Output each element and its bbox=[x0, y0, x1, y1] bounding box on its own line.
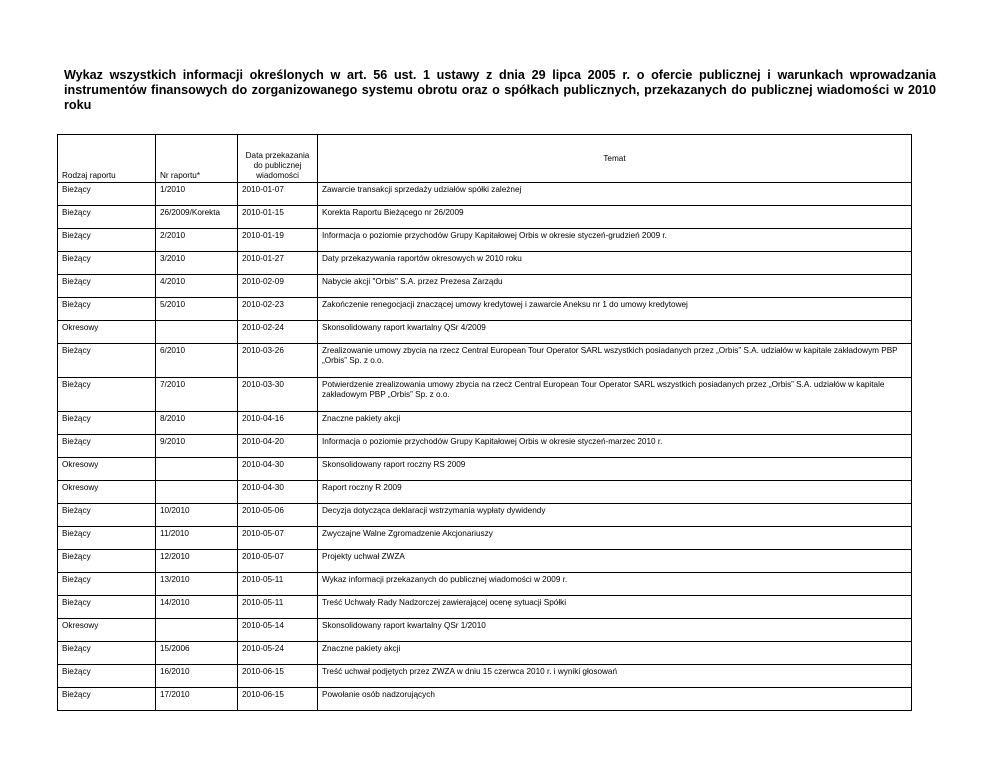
cell-report-number: 9/2010 bbox=[156, 435, 238, 458]
cell-report-type: Okresowy bbox=[58, 458, 156, 481]
cell-publication-date: 2010-01-07 bbox=[238, 183, 318, 206]
cell-report-number: 11/2010 bbox=[156, 527, 238, 550]
table-row bbox=[58, 183, 912, 206]
cell-topic: Skonsolidowany raport kwartalny QSr 4/2009 bbox=[318, 321, 912, 344]
cell-topic: Powołanie osób nadzorujących bbox=[318, 688, 912, 711]
table-row bbox=[58, 688, 912, 711]
cell-topic: Treść Uchwały Rady Nadzorczej zawierającej ocenę sytuacji Spółki bbox=[318, 596, 912, 619]
cell-publication-date: 2010-04-20 bbox=[238, 435, 318, 458]
table-row bbox=[58, 550, 912, 573]
cell-report-type: Bieżący bbox=[58, 378, 156, 412]
cell-report-type: Bieżący bbox=[58, 206, 156, 229]
table-row bbox=[58, 573, 912, 596]
cell-report-number: 14/2010 bbox=[156, 596, 238, 619]
cell-report-number: 13/2010 bbox=[156, 573, 238, 596]
table-row bbox=[58, 458, 912, 481]
table-row bbox=[58, 206, 912, 229]
cell-report-number: 10/2010 bbox=[156, 504, 238, 527]
cell-publication-date: 2010-01-15 bbox=[238, 206, 318, 229]
cell-report-number bbox=[156, 321, 238, 344]
cell-publication-date: 2010-01-27 bbox=[238, 252, 318, 275]
cell-topic: Raport roczny R 2009 bbox=[318, 481, 912, 504]
cell-topic: Zakończenie renegocjacji znaczącej umowy kredytowej i zawarcie Aneksu nr 1 do umowy kredytowej bbox=[318, 298, 912, 321]
cell-report-type: Bieżący bbox=[58, 275, 156, 298]
cell-report-number: 5/2010 bbox=[156, 298, 238, 321]
cell-publication-date: 2010-05-14 bbox=[238, 619, 318, 642]
cell-report-number: 3/2010 bbox=[156, 252, 238, 275]
cell-publication-date: 2010-03-30 bbox=[238, 378, 318, 412]
cell-topic: Treść uchwał podjętych przez ZWZA w dniu 15 czerwca 2010 r. i wyniki głosowań bbox=[318, 665, 912, 688]
table-row bbox=[58, 435, 912, 458]
cell-report-type: Bieżący bbox=[58, 344, 156, 378]
cell-report-number bbox=[156, 481, 238, 504]
cell-report-type: Bieżący bbox=[58, 229, 156, 252]
cell-topic: Projekty uchwał ZWZA bbox=[318, 550, 912, 573]
cell-publication-date: 2010-05-11 bbox=[238, 596, 318, 619]
cell-topic: Zwyczajne Walne Zgromadzenie Akcjonariuszy bbox=[318, 527, 912, 550]
cell-topic: Potwierdzenie zrealizowania umowy zbycia na rzecz Central European Tour Operator SARL wszystkich posiadanych przez „Orbis” S.A. udziałów w kapitale zakładowym PBP „Orbis” Sp. z o.o. bbox=[318, 378, 912, 412]
cell-report-type: Bieżący bbox=[58, 412, 156, 435]
table-row bbox=[58, 642, 912, 665]
table-row bbox=[58, 596, 912, 619]
cell-publication-date: 2010-05-07 bbox=[238, 527, 318, 550]
table-header-row bbox=[58, 135, 912, 183]
cell-publication-date: 2010-02-24 bbox=[238, 321, 318, 344]
cell-report-type: Bieżący bbox=[58, 435, 156, 458]
cell-report-type: Bieżący bbox=[58, 596, 156, 619]
cell-report-number: 26/2009/Korekta bbox=[156, 206, 238, 229]
table-row bbox=[58, 619, 912, 642]
cell-report-number: 4/2010 bbox=[156, 275, 238, 298]
header-topic: Temat bbox=[318, 135, 912, 183]
table-row bbox=[58, 298, 912, 321]
header-report-number: Nr raportu* bbox=[156, 135, 238, 183]
cell-topic: Wykaz informacji przekazanych do publicznej wiadomości w 2009 r. bbox=[318, 573, 912, 596]
cell-report-number bbox=[156, 458, 238, 481]
cell-report-number: 12/2010 bbox=[156, 550, 238, 573]
cell-publication-date: 2010-04-30 bbox=[238, 458, 318, 481]
cell-topic: Korekta Raportu Bieżącego nr 26/2009 bbox=[318, 206, 912, 229]
table-row bbox=[58, 378, 912, 412]
cell-report-number: 15/2006 bbox=[156, 642, 238, 665]
table-row bbox=[58, 527, 912, 550]
table-row bbox=[58, 481, 912, 504]
cell-publication-date: 2010-06-15 bbox=[238, 688, 318, 711]
cell-report-number: 7/2010 bbox=[156, 378, 238, 412]
cell-report-type: Bieżący bbox=[58, 252, 156, 275]
reports-table bbox=[57, 134, 912, 711]
cell-report-type: Okresowy bbox=[58, 321, 156, 344]
cell-report-type: Bieżący bbox=[58, 298, 156, 321]
cell-report-type: Bieżący bbox=[58, 550, 156, 573]
table-row bbox=[58, 412, 912, 435]
cell-report-type: Bieżący bbox=[58, 642, 156, 665]
page-title: Wykaz wszystkich informacji określonych w art. 56 ust. 1 ustawy z dnia 29 lipca 2005 r. o ofercie publicznej i warunkach wprowadzania instrumentów finansowych do zorganizowanego systemu obrotu oraz o spółkach publicznych, przekazanych do publicznej wiadomości w 2010 roku bbox=[64, 68, 936, 112]
cell-report-number: 8/2010 bbox=[156, 412, 238, 435]
cell-report-type: Okresowy bbox=[58, 481, 156, 504]
table-body bbox=[58, 183, 912, 711]
cell-publication-date: 2010-04-30 bbox=[238, 481, 318, 504]
header-report-type: Rodzaj raportu bbox=[58, 135, 156, 183]
cell-report-type: Bieżący bbox=[58, 527, 156, 550]
cell-report-type: Bieżący bbox=[58, 573, 156, 596]
cell-topic: Daty przekazywania raportów okresowych w 2010 roku bbox=[318, 252, 912, 275]
cell-report-number: 1/2010 bbox=[156, 183, 238, 206]
cell-report-type: Bieżący bbox=[58, 688, 156, 711]
cell-report-type: Bieżący bbox=[58, 183, 156, 206]
cell-publication-date: 2010-05-11 bbox=[238, 573, 318, 596]
cell-topic: Znaczne pakiety akcji bbox=[318, 642, 912, 665]
table-row bbox=[58, 229, 912, 252]
cell-topic: Informacja o poziomie przychodów Grupy Kapitałowej Orbis w okresie styczeń-grudzień 2009 r. bbox=[318, 229, 912, 252]
cell-report-number: 2/2010 bbox=[156, 229, 238, 252]
header-publication-date: Data przekazania do publicznej wiadomości bbox=[238, 135, 318, 183]
table-row bbox=[58, 504, 912, 527]
cell-topic: Zrealizowanie umowy zbycia na rzecz Central European Tour Operator SARL wszystkich posiadanych przez „Orbis” S.A. udziałów w kapitale zakładowym PBP „Orbis” Sp. z o.o. bbox=[318, 344, 912, 378]
cell-report-type: Bieżący bbox=[58, 665, 156, 688]
cell-topic: Decyzja dotycząca deklaracji wstrzymania wypłaty dywidendy bbox=[318, 504, 912, 527]
cell-publication-date: 2010-05-06 bbox=[238, 504, 318, 527]
cell-publication-date: 2010-05-24 bbox=[238, 642, 318, 665]
cell-publication-date: 2010-04-16 bbox=[238, 412, 318, 435]
cell-topic: Zawarcie transakcji sprzedaży udziałów spółki zależnej bbox=[318, 183, 912, 206]
table-row bbox=[58, 275, 912, 298]
cell-publication-date: 2010-02-09 bbox=[238, 275, 318, 298]
cell-topic: Nabycie akcji "Orbis" S.A. przez Prezesa Zarządu bbox=[318, 275, 912, 298]
cell-topic: Znaczne pakiety akcji bbox=[318, 412, 912, 435]
cell-topic: Informacja o poziomie przychodów Grupy Kapitałowej Orbis w okresie styczeń-marzec 2010 r. bbox=[318, 435, 912, 458]
cell-topic: Skonsolidowany raport roczny RS 2009 bbox=[318, 458, 912, 481]
cell-topic: Skonsolidowany raport kwartalny QSr 1/2010 bbox=[318, 619, 912, 642]
cell-report-type: Bieżący bbox=[58, 504, 156, 527]
cell-report-type: Okresowy bbox=[58, 619, 156, 642]
cell-report-number bbox=[156, 619, 238, 642]
table-row bbox=[58, 321, 912, 344]
cell-publication-date: 2010-02-23 bbox=[238, 298, 318, 321]
table-row bbox=[58, 665, 912, 688]
cell-publication-date: 2010-06-15 bbox=[238, 665, 318, 688]
cell-report-number: 6/2010 bbox=[156, 344, 238, 378]
cell-publication-date: 2010-03-26 bbox=[238, 344, 318, 378]
cell-publication-date: 2010-01-19 bbox=[238, 229, 318, 252]
table-row bbox=[58, 252, 912, 275]
cell-publication-date: 2010-05-07 bbox=[238, 550, 318, 573]
table-row bbox=[58, 344, 912, 378]
cell-report-number: 17/2010 bbox=[156, 688, 238, 711]
cell-report-number: 16/2010 bbox=[156, 665, 238, 688]
